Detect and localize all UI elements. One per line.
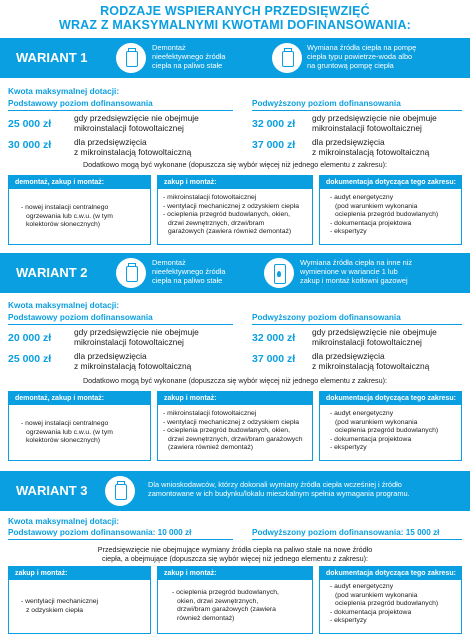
- variant-1-increased-amount-1: 32 000 zł: [252, 118, 296, 130]
- box-body: - mikroinstalacji fotowoltaicznej - wentylacji mechanicznej z odzyskiem ciepła - ocieplenia przegród budowlanych, okien, drzwi zewnętrznych, drzwi/bram garażowych (zawiera również demontaż): [163, 410, 303, 451]
- variant-1-basic-label: Podstawowy poziom dofinansowania: [8, 99, 153, 108]
- box-header: zakup i montaż:: [158, 392, 312, 405]
- divider: [8, 539, 233, 540]
- box-body: - audyt energetyczny (pod warunkiem wykonania ocieplenia przegród budowlanych) - dokumentacja projektowa - ekspertyzy: [330, 410, 439, 451]
- box-body: - wentylacji mechanicznej z odzyskiem ciepła: [21, 598, 99, 614]
- variant-1-basic-desc-2: dla przedsięwzięcia z mikroinstalacją fotowoltaiczną: [74, 137, 192, 157]
- variant-2-increased-amount-1: 32 000 zł: [252, 332, 296, 344]
- divider: [252, 110, 462, 111]
- page-title-line-1: RODZAJE WSPIERANYCH PRZEDSIĘWZIĘĆ: [100, 4, 370, 18]
- box-header: demontaż, zakup i montaż:: [9, 176, 150, 189]
- variant-2-basic-label: Podstawowy poziom dofinansowania: [8, 313, 153, 322]
- variant-3-extra-note: Przedsięwzięcie nie obejmujące wymiany źródła ciepła na paliwo stałe na nowe źródło ciepła, a obejmujące (dopuszcza się wybór więcej niż jednego elementu z zakresu):: [97, 545, 373, 563]
- variant-2-box-3: [319, 391, 462, 461]
- variant-3-basic-label: Podstawowy poziom dofinansowania: 10 000 zł: [8, 528, 192, 537]
- variant-2-basic-desc-1: gdy przedsięwzięcie nie obejmuje mikroinstalacji fotowoltaicznej: [74, 327, 199, 347]
- variant-1-basic-amount-2: 30 000 zł: [8, 139, 52, 151]
- box-header: dokumentacja dotycząca tego zakresu:: [320, 392, 461, 405]
- variant-3-increased-label: Podwyższony poziom dofinansowania: 15 000 zł: [252, 528, 440, 537]
- page-title-line-2: WRAZ Z MAKSYMALNYMI KWOTAMI DOFINANSOWANIA:: [58, 18, 412, 32]
- box-body: - ocieplenia przegród budowlanych, okien, drzwi zewnętrznych, drzwi/bram garażowych (zawiera również demontaż): [172, 589, 279, 622]
- variant-1-basic-desc-1: gdy przedsięwzięcie nie obejmuje mikroinstalacji fotowoltaicznej: [74, 113, 199, 133]
- variant-2-info-right: Wymiana źródła ciepła na inne niż wymienione w wariancie 1 lub zakup i montaż kotłowni gazowej: [300, 258, 413, 285]
- boiler-icon: [105, 476, 135, 506]
- variant-1-title: WARIANT 1: [16, 50, 88, 65]
- box-body: - audyt energetyczny (pod warunkiem wykonania ocieplenia przegród budowlanych) - dokumentacja projektowa - ekspertyzy: [330, 194, 439, 235]
- box-body: - nowej instalacji centralnego ogrzewania lub c.w.u. (w tym kolektorów słonecznych): [21, 420, 113, 444]
- variant-1-increased-label: Podwyższony poziom dofinansowania: [252, 99, 401, 108]
- variant-2-band: [0, 253, 470, 293]
- box-header: zakup i montaż:: [9, 567, 150, 580]
- variant-1-max-label: Kwota maksymalnej dotacji:: [8, 86, 120, 96]
- heat-pump-icon: [272, 43, 302, 73]
- variant-1-info-left: Demontaż nieefektywnego źródła ciepła na paliwo stałe: [152, 43, 226, 70]
- variant-3-box-2: [157, 566, 313, 634]
- variant-2-basic-desc-2: dla przedsięwzięcia z mikroinstalacją fotowoltaiczną: [74, 351, 192, 371]
- variant-2-increased-label: Podwyższony poziom dofinansowania: [252, 313, 401, 322]
- variant-2-basic-amount-2: 25 000 zł: [8, 353, 52, 365]
- box-body: - mikroinstalacji fotowoltaicznej - wentylacji mechanicznej z odzyskiem ciepła - ocieplenia przegród budowlanych, okien, drzwi zewnętrznych, drzwi/bram garażowych (zawiera również demontaż): [163, 194, 299, 235]
- divider: [252, 539, 462, 540]
- boiler-icon: [116, 43, 146, 73]
- stove-icon: [264, 258, 294, 288]
- variant-2-increased-amount-2: 37 000 zł: [252, 353, 296, 365]
- divider: [8, 324, 233, 325]
- variant-1-basic-amount-1: 25 000 zł: [8, 118, 52, 130]
- box-header: demontaż, zakup i montaż:: [9, 392, 150, 405]
- variant-3-max-label: Kwota maksymalnej dotacji:: [8, 516, 120, 526]
- variant-2-box-2: [157, 391, 313, 461]
- variant-1-increased-desc-1: gdy przedsięwzięcie nie obejmuje mikroinstalacji fotowoltaicznej: [312, 113, 437, 133]
- box-body: - nowej instalacji centralnego ogrzewania lub c.w.u. (w tym kolektorów słonecznych): [21, 204, 113, 228]
- variant-3-info: Dla wnioskodawców, którzy dokonali wymiany źródła ciepła wcześniej i źródło zamontowane w ich budynku/lokalu mieszkalnym spełnia wymagania programu.: [148, 480, 410, 498]
- divider: [252, 324, 462, 325]
- variant-1-box-3: [319, 175, 462, 245]
- divider: [8, 110, 233, 111]
- variant-3-box-3: [319, 566, 462, 634]
- variant-2-max-label: Kwota maksymalnej dotacji:: [8, 300, 120, 310]
- variant-1-box-2: [157, 175, 313, 245]
- variant-1-increased-amount-2: 37 000 zł: [252, 139, 296, 151]
- boiler-icon: [116, 258, 146, 288]
- variant-2-extra-note: Dodatkowo mogą być wykonane (dopuszcza się wybór więcej niż jednego elementu z zakresu):: [82, 376, 388, 385]
- box-header: dokumentacja dotycząca tego zakresu:: [320, 567, 461, 580]
- variant-3-title: WARIANT 3: [16, 483, 88, 498]
- page-title: [0, 4, 470, 32]
- variant-2-increased-desc-2: dla przedsięwzięcia z mikroinstalacją fotowoltaiczną: [312, 351, 430, 371]
- variant-2-increased-desc-1: gdy przedsięwzięcie nie obejmuje mikroinstalacji fotowoltaicznej: [312, 327, 437, 347]
- box-header: dokumentacja dotycząca tego zakresu:: [320, 176, 461, 189]
- variant-2-info-left: Demontaż nieefektywnego źródła ciepła na paliwo stałe: [152, 258, 226, 285]
- variant-3-band: [0, 471, 470, 511]
- variant-2-basic-amount-1: 20 000 zł: [8, 332, 52, 344]
- variant-3-box-1: [8, 566, 151, 634]
- box-header: zakup i montaż:: [158, 567, 312, 580]
- variant-1-box-1: [8, 175, 151, 245]
- variant-2-title: WARIANT 2: [16, 265, 88, 280]
- box-body: - audyt energetyczny (pod warunkiem wykonania ocieplenia przegród budowlanych) - dokumentacja projektowa - ekspertyzy: [330, 583, 439, 624]
- variant-1-band: [0, 38, 470, 78]
- box-header: zakup i montaż:: [158, 176, 312, 189]
- variant-2-box-1: [8, 391, 151, 461]
- variant-1-extra-note: Dodatkowo mogą być wykonane (dopuszcza się wybór więcej niż jednego elementu z zakresu):: [82, 160, 388, 169]
- variant-1-info-right: Wymiana źródła ciepła na pompę ciepła typu powietrze-woda albo na gruntową pompę ciepła: [307, 43, 417, 70]
- variant-1-increased-desc-2: dla przedsięwzięcia z mikroinstalacją fotowoltaiczną: [312, 137, 430, 157]
